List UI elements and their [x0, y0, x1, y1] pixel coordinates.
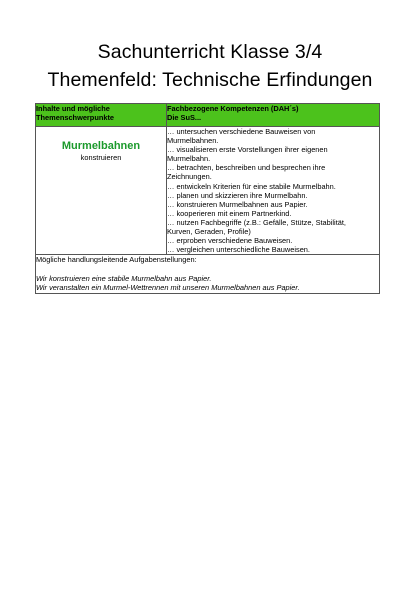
competency-line: … untersuchen verschiedene Bauweisen von [167, 127, 316, 136]
topic-subtitle: konstruieren [80, 153, 122, 162]
competency-line: … erproben verschiedene Bauweisen. [167, 236, 293, 246]
header-competencies-line1: Fachbezogene Kompetenzen (DAH´s) [167, 104, 299, 113]
header-competencies [167, 104, 380, 127]
tasks-cell [36, 255, 380, 294]
topic-title: Murmelbahnen [61, 140, 141, 152]
tasks-label: Mögliche handlungsleitende Aufgabenstellungen: [36, 255, 197, 265]
table-body-row [36, 127, 380, 255]
competency-line: Zeichnungen. [167, 172, 212, 182]
competency-line: … planen und skizzieren ihre Murmelbahn. [167, 190, 308, 200]
task-line: Wir konstruieren eine stabile Murmelbahn aus Papier. [36, 273, 212, 283]
competency-line: Murmelbahn. [167, 154, 211, 164]
page-subtitle: Themenfeld: Technische Erfindungen [47, 69, 373, 91]
table-header-row [36, 104, 380, 127]
competencies-cell [167, 127, 380, 255]
competency-line: … konstruieren Murmelbahnen aus Papier. [167, 199, 308, 209]
competency-line: Kurven, Geraden, Profile) [167, 227, 251, 237]
tasks-list [36, 274, 379, 293]
competency-line: … entwickeln Kriterien für eine stabile Murmelbahn. [167, 181, 336, 191]
page-title: Sachunterricht Klasse 3/4 [97, 41, 323, 63]
competency-line: … betrachten, beschreiben und besprechen ihre [167, 163, 326, 173]
competency-line: … nutzen Fachbegriffe (z.B.: Gefälle, Stütze, Stabilität, [167, 217, 346, 227]
competency-line: … vergleichen unterschiedliche Bauweisen. [167, 245, 310, 255]
header-competencies-line2: Die SuS... [167, 113, 202, 122]
header-content-topics [36, 104, 167, 127]
header-content-topics-line2: Themenschwerpunkte [36, 113, 115, 122]
curriculum-table [35, 103, 380, 294]
competency-line: … visualisieren erste Vorstellungen ihrer eigenen [167, 145, 328, 155]
task-line: Wir veranstalten ein Murmel-Wettrennen mit unseren Murmelbahnen aus Papier. [36, 283, 300, 293]
competency-line: … kooperieren mit einem Partnerkind. [167, 208, 292, 218]
tasks-row [36, 255, 380, 294]
competency-line: Murmelbahnen. [167, 136, 219, 146]
header-content-topics-line1: Inhalte und mögliche [36, 104, 110, 113]
topic-cell [36, 127, 167, 255]
